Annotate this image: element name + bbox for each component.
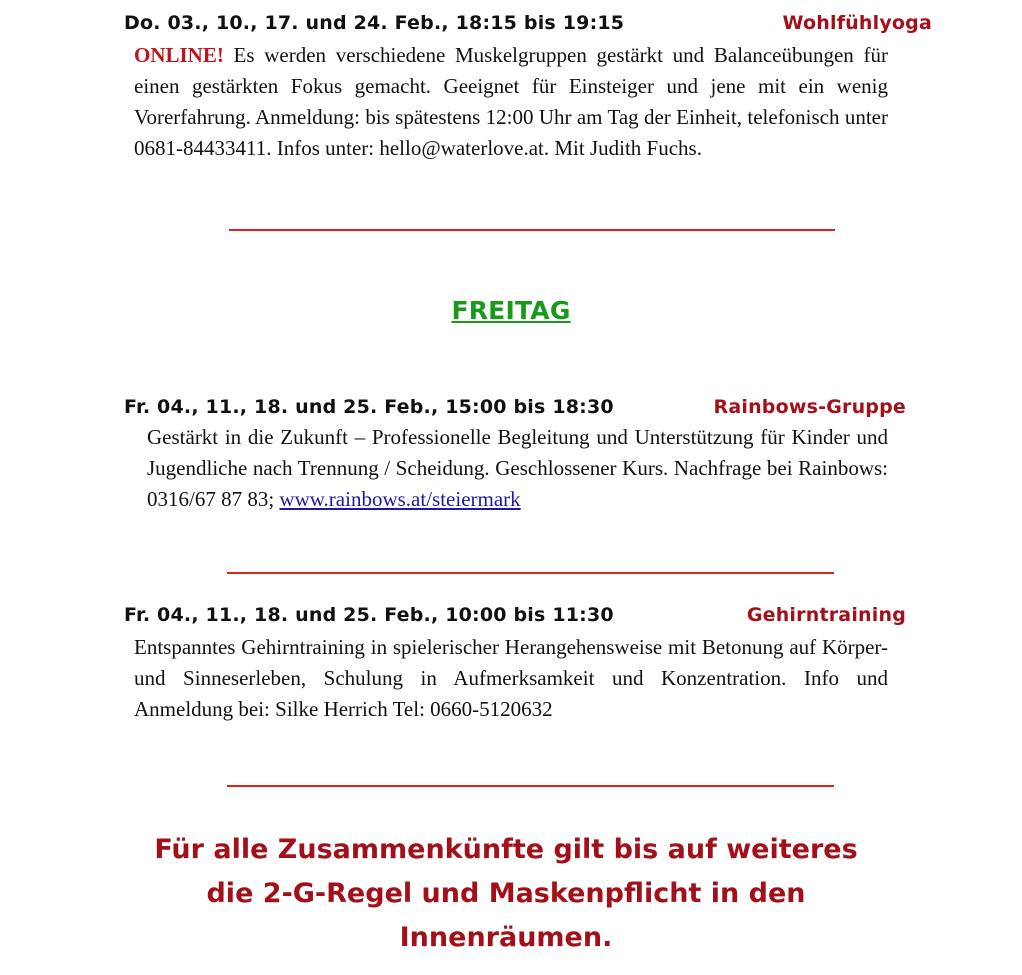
event-2-text: Gestärkt in die Zukunft – Professionelle Begleitung und Unterstützung für Kinder und Jugendliche nach Trennung / Scheidung. Geschlossener Kurs. Nachfrage bei Rainbows: 0316/67 87 83; bbox=[147, 425, 888, 511]
online-label: ONLINE! bbox=[134, 43, 224, 67]
divider-2 bbox=[227, 572, 834, 574]
notice-line-1: Für alle Zusammenkünfte gilt bis auf weiteres bbox=[154, 834, 858, 865]
event-3-date: Fr. 04., 11., 18. und 25. Feb., 10:00 bis 11:30 bbox=[124, 604, 614, 626]
covid-notice bbox=[100, 828, 912, 960]
event-1-category: Wohlfühlyoga bbox=[782, 12, 932, 34]
day-heading-freitag: FREITAG bbox=[451, 296, 571, 325]
divider-1 bbox=[229, 229, 835, 231]
event-2-category: Rainbows-Gruppe bbox=[713, 396, 906, 418]
event-3-description: Entspanntes Gehirntraining in spielerischer Herangehensweise mit Betonung auf Körper- und Sinneserleben, Schulung in Aufmerksamkeit und Konzentration. Info und Anmeldung bei: Silke Herrich Tel: 0660-5120632 bbox=[134, 635, 888, 721]
event-2-date: Fr. 04., 11., 18. und 25. Feb., 15:00 bis 18:30 bbox=[124, 396, 614, 418]
notice-line-3: Innenräumen. bbox=[399, 922, 613, 953]
event-1-text: Es werden verschiedene Muskelgruppen gestärkt und Balanceübungen für einen gestärkten Fokus gemacht. Geeignet für Einsteiger und jene mit ein wenig Vorerfahrung. Anmeldung: bis spätestens 12:00 Uhr am Tag der Einheit, telefonisch unter 0681-84433411. Infos unter: hello@waterlove.at. Mit Judith Fuchs. bbox=[134, 43, 888, 160]
divider-3 bbox=[227, 785, 834, 787]
rainbows-link[interactable]: www.rainbows.at/steiermark bbox=[279, 487, 521, 511]
event-1-description bbox=[134, 40, 888, 164]
event-3-category: Gehirntraining bbox=[746, 604, 906, 626]
event-1-date: Do. 03., 10., 17. und 24. Feb., 18:15 bis 19:15 bbox=[124, 12, 625, 34]
event-2-description bbox=[147, 422, 888, 515]
notice-line-2: die 2-G-Regel und Maskenpflicht in den bbox=[206, 878, 806, 909]
